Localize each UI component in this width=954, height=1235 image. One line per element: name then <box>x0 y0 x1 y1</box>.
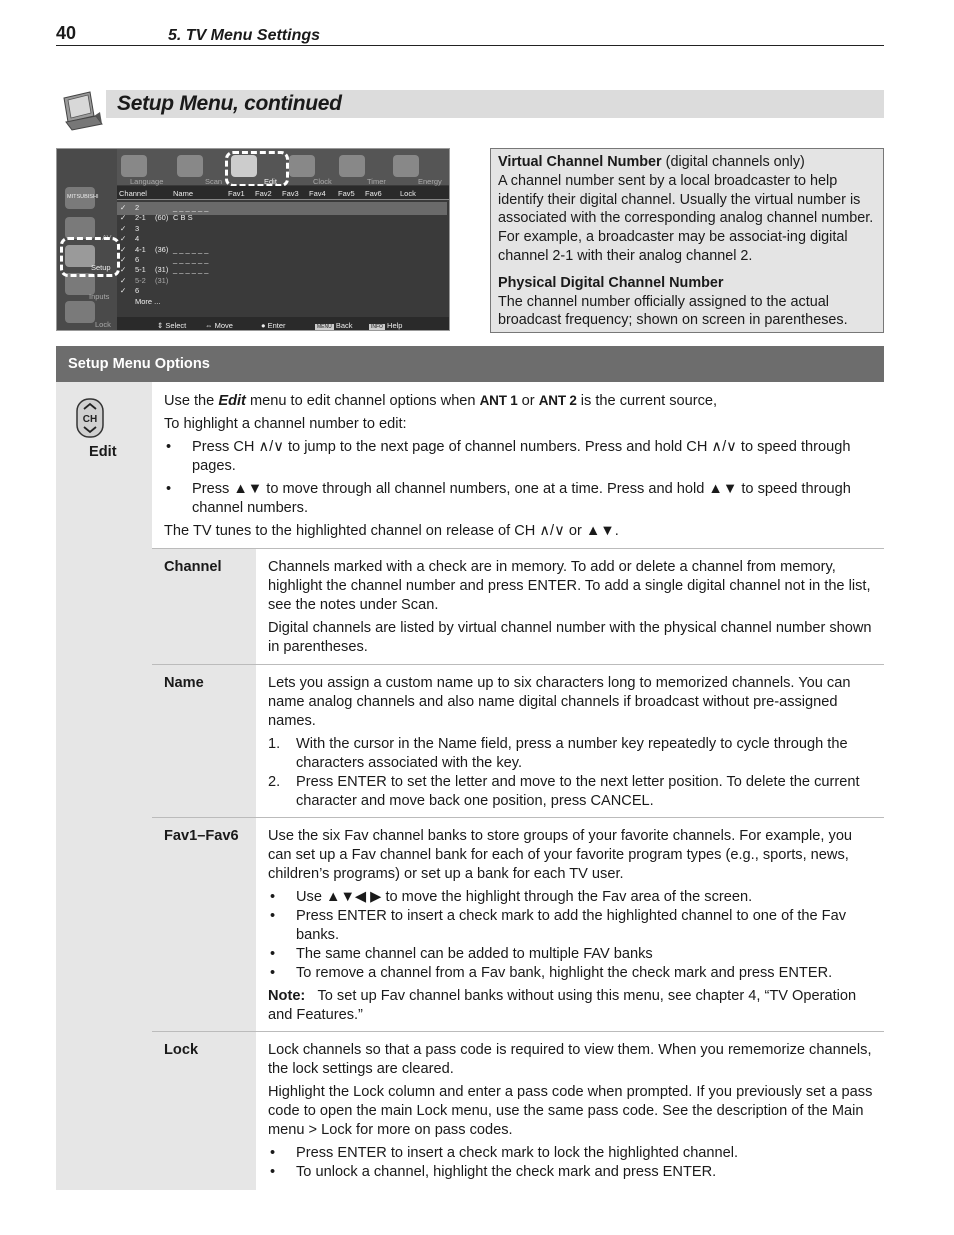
setup-highlight <box>60 237 120 277</box>
row-channel: 4-1 <box>135 244 146 254</box>
col-fav3: Fav3 <box>282 189 299 198</box>
row-check: ✓ <box>120 234 127 244</box>
channel-p2: Digital channels are listed by virtual channel number with the physical channel number shown in parentheses. <box>268 620 872 655</box>
fav-note: To set up Fav channel banks without using this menu, see chapter 4, “TV Operation and Features.” <box>268 988 857 1023</box>
footer-menu-key: MENU <box>317 324 332 330</box>
ant1-label: ANT 1 <box>479 393 518 408</box>
divider <box>152 664 884 665</box>
edit-bullet-1: • Press CH ∧/∨ to jump to the next page of channel numbers. Press and hold CH ∧/∨ to speed through pages. <box>164 438 876 476</box>
row-name: C B S <box>173 213 193 223</box>
divider <box>152 817 884 818</box>
row-physical: (36) <box>155 244 169 254</box>
divider <box>152 548 884 549</box>
ant2-label: ANT 2 <box>538 393 577 408</box>
edit-label: Edit <box>89 444 117 460</box>
col-fav5: Fav5 <box>338 189 355 198</box>
timer-icon <box>339 155 365 177</box>
row-check: ✓ <box>120 286 127 296</box>
channel-description <box>268 558 876 661</box>
row-physical: (31) <box>155 275 169 285</box>
row-check: ✓ <box>120 213 127 223</box>
clock-icon <box>289 155 315 177</box>
edit-intro-c: is the current source, <box>576 393 718 409</box>
side-label-setup: Setup <box>91 263 111 272</box>
row-channel: 5-1 <box>135 265 146 275</box>
vcn-title: Virtual Channel Number <box>498 154 662 170</box>
row-channel: 2-1 <box>135 213 146 223</box>
footer-select: Select <box>165 321 187 330</box>
fav-bullet-4: • To remove a channel from a Fav bank, highlight the check mark and press ENTER. <box>268 964 876 983</box>
footer-enter: Enter <box>267 321 286 330</box>
side-label-av: AV <box>102 233 112 242</box>
energy-icon <box>393 155 419 177</box>
row-channel: More ... <box>135 296 161 306</box>
top-label-scan: Scan <box>205 177 223 186</box>
row-check: ✓ <box>120 223 127 233</box>
row-channel: 6 <box>135 255 140 264</box>
scan-icon <box>177 155 203 177</box>
ch-button-icon <box>74 397 106 439</box>
edit-tunes-text: The TV tunes to the highlighted channel on release of CH ∧/∨ or ▲▼. <box>164 523 619 539</box>
fav-p1: Use the six Fav channel banks to store groups of your favorite channels. For example, you can set up a Fav channel bank for each of your favorite program types (e.g., sports, news, children’s programs) or set up a bank for each TV user. <box>268 828 853 882</box>
svg-text:CH: CH <box>82 414 98 425</box>
top-label-clock: Clock <box>313 177 332 186</box>
edit-description <box>164 391 876 545</box>
row-channel: 4 <box>135 234 140 244</box>
edit-highlight-text: To highlight a channel number to edit: <box>164 416 407 432</box>
name-description <box>268 674 876 811</box>
top-label-energy: Energy <box>418 177 442 186</box>
col-fav6: Fav6 <box>365 189 382 198</box>
top-label-language: Language <box>130 177 164 186</box>
edit-intro-or: or <box>517 393 539 409</box>
lock-p1: Lock channels so that a pass code is required to view them. When you rememorize channels, the lock settings are cleared. <box>268 1042 872 1077</box>
row-physical: (60) <box>155 213 169 223</box>
cc-icon <box>65 217 95 239</box>
name-step-1 <box>268 735 876 773</box>
side-label-inputs: Inputs <box>89 292 110 301</box>
fav-description <box>268 827 876 1029</box>
menu-screenshot: MITSUBISHI AV Setup Inputs Lock Language Scan Edit Clock Timer Energy Channel Name Fav1 Fav2 Fav3 Fav4 Fav5 Fav6 Lock ✓ 2 _ _ _ _ _ _ ✓ 2-1 (60) C B S ✓ 3 ✓ 4 ✓ 4-1 (36) _ _ _ _ _ _ ✓ 6 _ _ _ _ _ _ ✓ 5-1 (31) _ _ _ _ _ _ ✓ 5-2 (31) ✓ 6 More ... ⇕ Select ⇔ Move ● Enter MENU Back INFO Help <box>56 148 450 331</box>
row-check: ✓ <box>120 255 127 264</box>
options-label-column <box>152 549 256 1190</box>
options-header: Setup Menu Options <box>56 346 884 382</box>
lock-bullet-1: • Press ENTER to insert a check mark to lock the highlighted channel. <box>268 1144 876 1163</box>
language-icon <box>121 155 147 177</box>
edit-intro-b: menu to edit channel options when <box>245 393 480 409</box>
fav-bullet-3: • The same channel can be added to multiple FAV banks <box>268 945 876 964</box>
top-label-edit: Edit <box>264 177 277 186</box>
row-channel: 2 <box>135 203 140 212</box>
lock-label: Lock <box>164 1042 199 1058</box>
lock-bullet-2: • To unlock a channel, highlight the check mark and press ENTER. <box>268 1163 876 1182</box>
brand-label: MITSUBISHI <box>67 194 99 200</box>
chapter-title: 5. TV Menu Settings <box>168 27 321 44</box>
footer-info-key: INFO <box>371 324 383 330</box>
col-channel: Channel <box>119 189 147 198</box>
lock-icon <box>65 301 95 323</box>
name-step-1-number: 1. <box>268 736 281 752</box>
row-channel: 5-2 <box>135 275 146 285</box>
options-left-column <box>56 382 152 1190</box>
col-lock: Lock <box>400 189 416 198</box>
row-channel: 6 <box>135 286 140 296</box>
vcn-qualifier: (digital channels only) <box>661 154 805 170</box>
row-check: ✓ <box>120 275 127 285</box>
col-name: Name <box>173 189 194 198</box>
vcn-body: A channel number sent by a local broadcaster to help identify their digital channel. Usually the virtual number is associated with the corresponding analog channel number. For example, a broadcaster may be associat-ing digital channel 2-1 with their analog channel 2. <box>498 172 874 264</box>
name-step-2-text: Press ENTER to set the letter and move to the next letter position. To delete the current character and move back one position, press CANCEL. <box>296 774 860 809</box>
side-label-lock: Lock <box>95 320 111 329</box>
row-check: ✓ <box>120 265 127 275</box>
col-fav4: Fav4 <box>309 189 326 198</box>
row-channel: 3 <box>135 223 140 233</box>
tv-icon <box>56 82 106 132</box>
lock-p2: Highlight the Lock column and enter a pass code when prompted. If you previously set a pass code to open the main Lock menu, use the same pass code. See the description of the Main menu > Lock for more on pass codes. <box>268 1084 873 1138</box>
divider <box>152 1031 884 1032</box>
row-name: _ _ _ _ _ _ <box>173 265 209 275</box>
footer-help: Help <box>387 321 403 330</box>
page-header <box>56 24 884 46</box>
fav-bullet-1: • Use ▲▼◀ ▶ to move the highlight through the Fav area of the screen. <box>268 888 876 907</box>
fav-note-label: Note: <box>268 988 306 1004</box>
lock-description <box>268 1041 876 1186</box>
page-number: 40 <box>56 23 77 43</box>
edit-intro-a: Use the <box>164 393 219 409</box>
fav-label: Fav1–Fav6 <box>164 828 239 844</box>
row-physical: (31) <box>155 265 169 275</box>
row-name: _ _ _ _ _ _ <box>173 244 209 254</box>
top-label-timer: Timer <box>367 177 386 186</box>
row-name: _ _ _ _ _ _ <box>173 255 209 264</box>
channel-p1: Channels marked with a check are in memory. To add or delete a channel from memory, highlight the channel number and press ENTER. To add a single digital channel not in the list, see the notes under Scan. <box>268 559 871 613</box>
fav-bullet-2: • Press ENTER to insert a check mark to add the highlighted channel to one of the Fav banks. <box>268 907 876 945</box>
row-check: ✓ <box>120 244 127 254</box>
row-name: _ _ _ _ _ _ <box>173 203 209 212</box>
pdc-body: The channel number officially assigned to the actual broadcast frequency; shown on screen in parentheses. <box>498 293 848 329</box>
section-title: Setup Menu, continued <box>117 92 342 115</box>
channel-label: Channel <box>164 559 222 575</box>
col-fav2: Fav2 <box>255 189 272 198</box>
edit-highlight <box>225 151 289 187</box>
name-p1: Lets you assign a custom name up to six characters long to memorized channels. You can name analog channels and also name digital channels if broadcast without pre-assigned names. <box>268 675 851 729</box>
col-fav1: Fav1 <box>228 189 245 198</box>
footer-move: Move <box>214 321 233 330</box>
name-step-1-text: With the cursor in the Name field, press a number key repeatedly to cycle through the characters associated with the key. <box>296 736 848 771</box>
edit-intro-edit: Edit <box>218 393 246 409</box>
edit-bullet-2: • Press ▲▼ to move through all channel numbers, one at a time. Press and hold ▲▼ to speed through channel numbers. <box>164 480 876 518</box>
footer-back: Back <box>335 321 353 330</box>
info-box <box>490 148 884 333</box>
name-step-2 <box>268 773 876 811</box>
name-step-2-number: 2. <box>268 774 281 790</box>
pdc-title: Physical Digital Channel Number <box>498 274 724 291</box>
name-label: Name <box>164 675 204 691</box>
row-check: ✓ <box>120 203 127 212</box>
